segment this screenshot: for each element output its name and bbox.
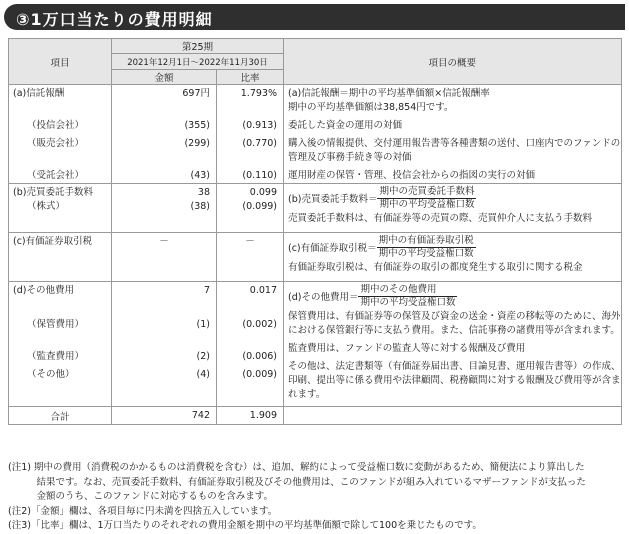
desc-trust-formula: (a)信託報酬＝期中の平均基準価額×信託報酬率 [288,88,490,99]
tax-formula-lhs: (c)有価証券取引税＝ [288,243,377,254]
ratio-total: 1.909 [217,407,284,425]
ratio-sales: (0.770) [242,138,277,149]
row-label-storage: （保管費用） [27,319,85,330]
desc-storage-1: 保管費用は、有価証券等の保管及び資金の送金・資産の移転等のために、海外 [288,311,621,322]
footnotes [8,461,624,534]
other-numerator: 期中のその他費用 [358,284,457,297]
commission-denominator: 期中の平均受益権口数 [379,198,475,210]
header-overview: 項目の概要 [284,39,622,85]
note-1c: 金額のうち、このファンドに対応するものを含みます。 [8,491,274,502]
ratio-other: 0.017 [249,285,277,296]
desc-commission: 売買委託手数料は、有価証券等の売買の際、売買仲介人に支払う手数料 [288,213,593,224]
note-1a: (注1) 期中の費用（消費税のかかるものは消費税を含む）は、追加、解約によって受益権口数に変動があるため、簡便法により算出した [8,462,585,473]
amount-total: 742 [112,407,217,425]
row-label-invest: （投信会社） [27,120,85,131]
commission-numerator: 期中の売買委託手数料 [379,185,475,197]
row-label-audit: （監査費用） [27,351,85,362]
ratio-storage: (0.002) [242,319,277,330]
amount-commission: 38 [197,187,210,198]
row-label-total: 合計 [9,407,112,425]
ratio-stock: (0.099) [242,201,277,212]
header-period: 第25期 [112,39,284,54]
tax-numerator: 期中の有価証券取引税 [378,234,474,246]
section-title-bar [4,4,625,30]
other-formula-lhs: (d)その他費用＝ [288,292,359,303]
commission-formula-lhs: (b)売買委託手数料＝ [288,194,378,205]
ratio-invest: (0.913) [242,120,277,131]
other-fraction [358,284,457,309]
tax-fraction [377,235,476,260]
note-1b: 結果です。なお、売買委託手数料、有価証券取引税及びその他費用は、このファンドが組み入れているマザーファンドが支払った [8,476,586,488]
amount-tax: － [159,236,169,247]
header-ratio: 比率 [217,70,284,85]
desc-misc-1: その他は、法定書類等（有価証券届出書、目論見書、運用報告書等）の作成、 [288,361,621,372]
page-title: ③1万口当たりの費用明細 [16,10,213,29]
header-period-range: 2021年12月1日～2022年11月30日 [112,54,284,70]
expense-table [8,38,622,425]
amount-misc: (4) [196,369,210,380]
row-label-misc: （その他） [27,369,75,380]
ratio-tax: － [245,236,255,247]
row-label-commission: (b)売買委託手数料 [13,187,93,198]
header-item: 項目 [9,39,112,85]
amount-storage: (1) [196,319,210,330]
amount-custody: (43) [190,170,210,181]
desc-invest: 委託した資金の運用の対価 [288,120,403,131]
desc-custody: 運用財産の保管・管理、投信会社からの指図の実行の対価 [288,170,536,181]
row-label-sales: （販売会社） [27,138,85,149]
desc-trust-avg: 期中の平均基準価額は38,854円です。 [288,102,454,113]
amount-invest: (355) [184,120,210,131]
ratio-misc: (0.009) [242,369,277,380]
other-denominator: 期中の平均受益権口数 [360,296,456,308]
row-label-trust: (a)信託報酬 [13,88,65,99]
tax-denominator: 期中の平均受益権口数 [378,247,474,259]
ratio-custody: (0.110) [242,170,277,181]
amount-sales: (299) [184,138,210,149]
header-amount: 金額 [112,70,217,85]
row-label-other: (d)その他費用 [13,285,74,296]
amount-trust: 697円 [182,88,210,99]
desc-misc-3: れます。 [288,389,326,400]
desc-sales-2: 管理及び事務手続き等の対価 [288,152,412,163]
desc-tax: 有価証券取引税は、有価証券の取引の都度発生する取引に関する税金 [288,262,583,273]
desc-storage-2: における保管銀行等に支払う費用。また、信託事務の諸費用等が含まれます。 [288,325,620,336]
amount-stock: (38) [190,201,210,212]
note-3: (注3)「比率」欄は、1万口当たりのそれぞれの費用金額を期中の平均基準価額で除して100を乗じたものです。 [8,520,482,531]
amount-audit: (2) [196,351,210,362]
desc-misc-2: 印刷、提出等に係る費用や法律顧問、税務顧問に対する報酬及び費用等が含ま [288,375,621,386]
ratio-trust: 1.793% [240,88,277,99]
desc-audit: 監査費用は、ファンドの監査人等に対する報酬及び費用 [288,343,526,354]
ratio-audit: (0.006) [242,351,277,362]
row-label-custody: （受託会社） [27,170,85,181]
desc-sales-1: 購入後の情報提供、交付運用報告書等各種書類の送付、口座内でのファンドの [288,138,621,149]
row-label-stock: （株式） [27,201,66,212]
amount-other: 7 [203,285,210,296]
commission-fraction [377,186,476,211]
ratio-commission: 0.099 [249,187,277,198]
note-2: (注2)「金額」欄は、各項目毎に円未満を四捨五入しています。 [8,505,278,517]
row-label-tax: (c)有価証券取引税 [13,236,93,247]
